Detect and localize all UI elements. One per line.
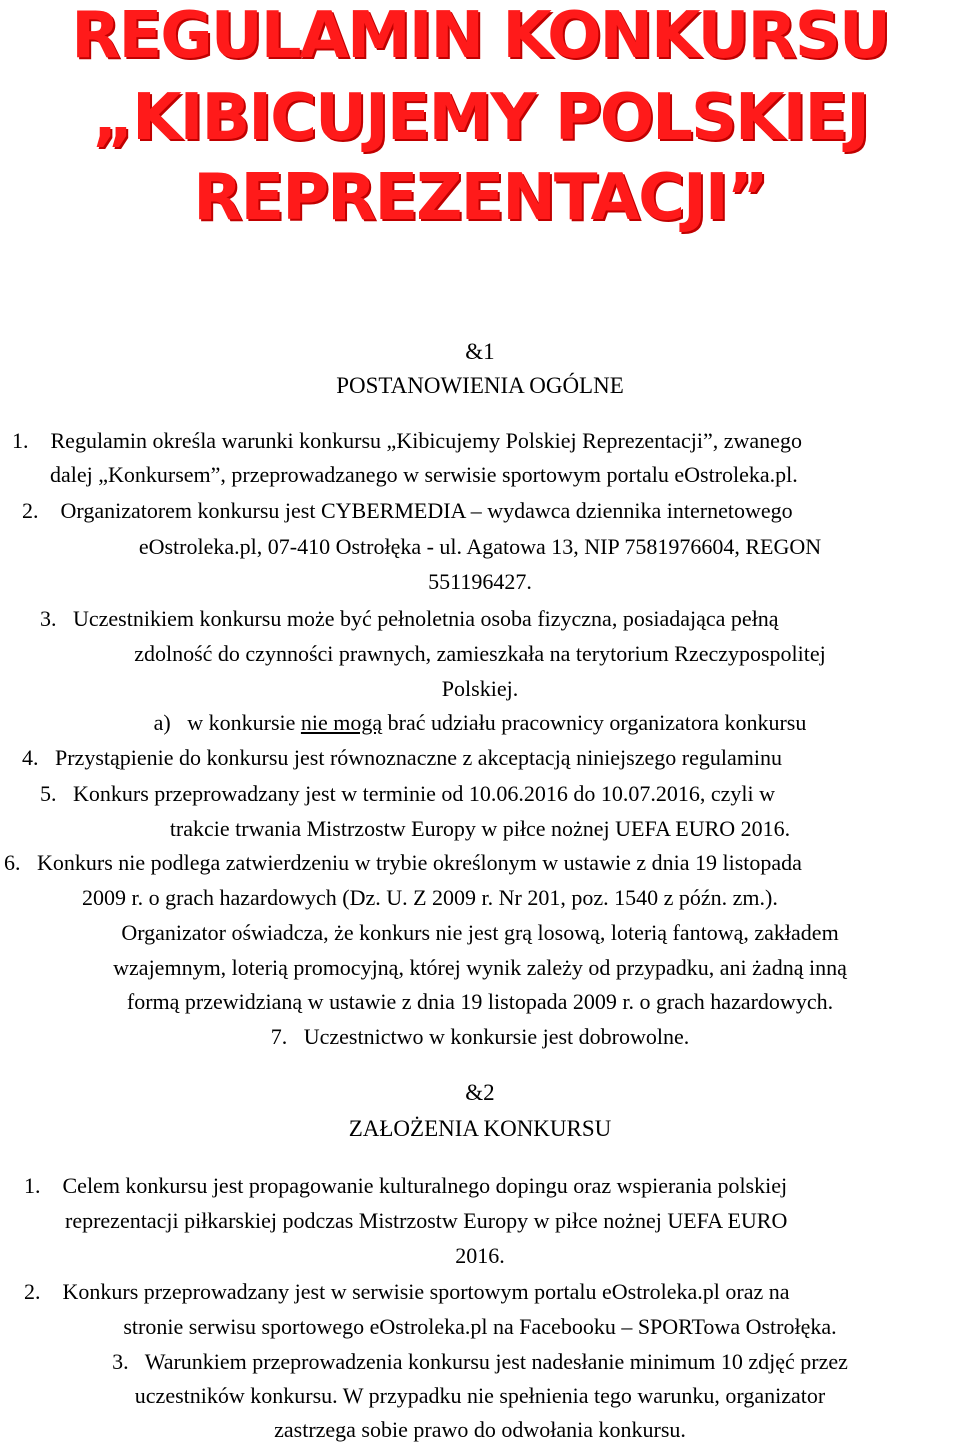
s1-item-6-line-2: 2009 r. o grach hazardowych (Dz. U. Z 2009 r. Nr 201, poz. 1540 z późn. zm.). (82, 885, 778, 910)
s1-subitem-a-post: brać udziału pracownicy organizatora konkursu (382, 710, 807, 735)
s1-item-5-number: 5. (40, 781, 57, 806)
title-line-1: REGULAMIN KONKURSU (71, 0, 889, 73)
s1-item-5-line-1: Konkurs przeprowadzany jest w terminie od 10.06.2016 do 10.07.2016, czyli w (73, 781, 776, 806)
s1-item-4-line-1: Przystąpienie do konkursu jest równoznaczne z akceptacją niniejszego regulaminu (55, 745, 782, 770)
s1-item-1-line-1: Regulamin określa warunki konkursu „Kibicujemy Polskiej Reprezentacji”, zwanego (50, 428, 802, 453)
s1-item-6-line-1: Konkurs nie podlega zatwierdzeniu w trybie określonym w ustawie z dnia 19 listopada (37, 850, 802, 875)
s1-item-3-line-3: Polskiej. (441, 676, 519, 701)
s1-item-7-number: 7. (270, 1024, 288, 1049)
s1-subitem-a-underline: nie mogą (300, 710, 383, 735)
s1-item-1-line-2: dalej „Konkursem”, przeprowadzanego w serwisie sportowym portalu eOstroleka.pl. (50, 462, 798, 487)
s2-item-3-cont-2 (0, 1414, 960, 1446)
title-line-3: REPREZENTACJI” (193, 161, 767, 235)
s1-item-5-cont (0, 813, 960, 845)
s2-item-1-number: 1. (24, 1173, 41, 1198)
s2-item-3-line-2: uczestników konkursu. W przypadku nie spełnienia tego warunku, organizator (134, 1383, 826, 1408)
s1-item-6-cont-2 (0, 917, 960, 949)
s1-subitem-a-label: a) (153, 710, 171, 735)
s1-item-6-cont-4 (0, 986, 960, 1018)
s2-item-1-line-1: Celem konkursu jest propagowanie kulturalnego dopingu oraz wspierania polskiej (62, 1173, 788, 1198)
s1-item-3-cont-2 (0, 673, 960, 705)
title-line-2: „KIBICUJEMY POLSKIEJ (92, 81, 868, 155)
s2-item-1-line-3: 2016. (455, 1243, 505, 1268)
s1-item-3 (40, 603, 960, 635)
s1-item-5-line-2: trakcie trwania Mistrzostw Europy w piłce nożnej UEFA EURO 2016. (169, 816, 791, 841)
section-2-number: &2 (465, 1080, 495, 1105)
s2-item-2-line-2: stronie serwisu sportowego eOstroleka.pl na Facebooku – SPORTowa Ostrołęka. (123, 1314, 837, 1339)
s1-item-1 (12, 425, 952, 457)
s2-item-2 (24, 1276, 960, 1308)
s1-item-2-cont-2 (0, 566, 960, 598)
s1-item-6-line-5: formą przewidzianą w ustawie z dnia 19 listopada 2009 r. o grach hazardowych. (126, 989, 834, 1014)
s1-item-2-line-3: 551196427. (428, 569, 532, 594)
s1-item-6-cont-1 (82, 882, 960, 914)
s1-item-4 (22, 742, 960, 774)
s2-item-3-number: 3. (112, 1349, 129, 1374)
s1-item-6-cont-3 (0, 952, 960, 984)
section-1-heading: POSTANOWIENIA OGÓLNE (336, 373, 624, 398)
s2-item-3-cont-1 (0, 1380, 960, 1412)
s1-item-6 (4, 847, 960, 879)
s1-item-6-line-4: wzajemnym, loterią promocyjną, której wynik zależy od przypadku, ani żadną inną (113, 955, 847, 980)
s1-item-6-line-3: Organizator oświadcza, że konkurs nie jest grą losową, loterią fantową, zakładem (121, 920, 839, 945)
s1-item-1-number: 1. (12, 428, 29, 453)
s1-item-3-cont-1 (0, 638, 960, 670)
s2-item-2-line-1: Konkurs przeprowadzany jest w serwisie sportowym portalu eOstroleka.pl oraz na (62, 1279, 790, 1304)
s1-item-3-line-1: Uczestnikiem konkursu może być pełnoletnia osoba fizyczna, posiadająca pełną (73, 606, 779, 631)
s2-item-1-cont-2 (0, 1240, 960, 1272)
section-2-heading: ZAŁOŻENIA KONKURSU (348, 1116, 612, 1141)
s2-item-1-line-2: reprezentacji piłkarskiej podczas Mistrzostw Europy w piłce nożnej UEFA EURO (65, 1208, 788, 1233)
s1-item-5 (40, 778, 960, 810)
s1-item-4-number: 4. (22, 745, 39, 770)
s2-item-3-line-3: zastrzega sobie prawo do odwołania konkursu. (274, 1417, 686, 1442)
s2-item-3 (0, 1346, 960, 1378)
s1-item-1-cont (50, 459, 950, 491)
s1-item-3-line-2: zdolność do czynności prawnych, zamieszkała na terytorium Rzeczypospolitej (134, 641, 826, 666)
s1-item-2 (22, 495, 960, 527)
s2-item-3-line-1: Warunkiem przeprowadzenia konkursu jest nadesłanie minimum 10 zdjęć przez (144, 1349, 848, 1374)
s1-item-3-number: 3. (40, 606, 57, 631)
s1-subitem-a-pre: w konkursie (187, 710, 301, 735)
s1-item-2-number: 2. (22, 498, 39, 523)
s2-item-2-cont (0, 1311, 960, 1343)
s1-item-7-line-1: Uczestnictwo w konkursie jest dobrowolne. (303, 1024, 690, 1049)
s1-item-6-number: 6. (4, 850, 21, 875)
s1-item-2-line-2: eOstroleka.pl, 07-410 Ostrołęka - ul. Agatowa 13, NIP 7581976604, REGON (138, 534, 822, 559)
s1-item-2-line-1: Organizatorem konkursu jest CYBERMEDIA – wydawca dziennika internetowego (60, 498, 793, 523)
s2-item-1 (24, 1170, 960, 1202)
section-1-number: &1 (465, 339, 495, 364)
s2-item-2-number: 2. (24, 1279, 41, 1304)
s1-subitem-a (0, 707, 960, 739)
s1-item-7 (0, 1021, 960, 1053)
s1-item-2-cont-1 (0, 531, 960, 563)
s2-item-1-cont-1 (65, 1205, 960, 1237)
